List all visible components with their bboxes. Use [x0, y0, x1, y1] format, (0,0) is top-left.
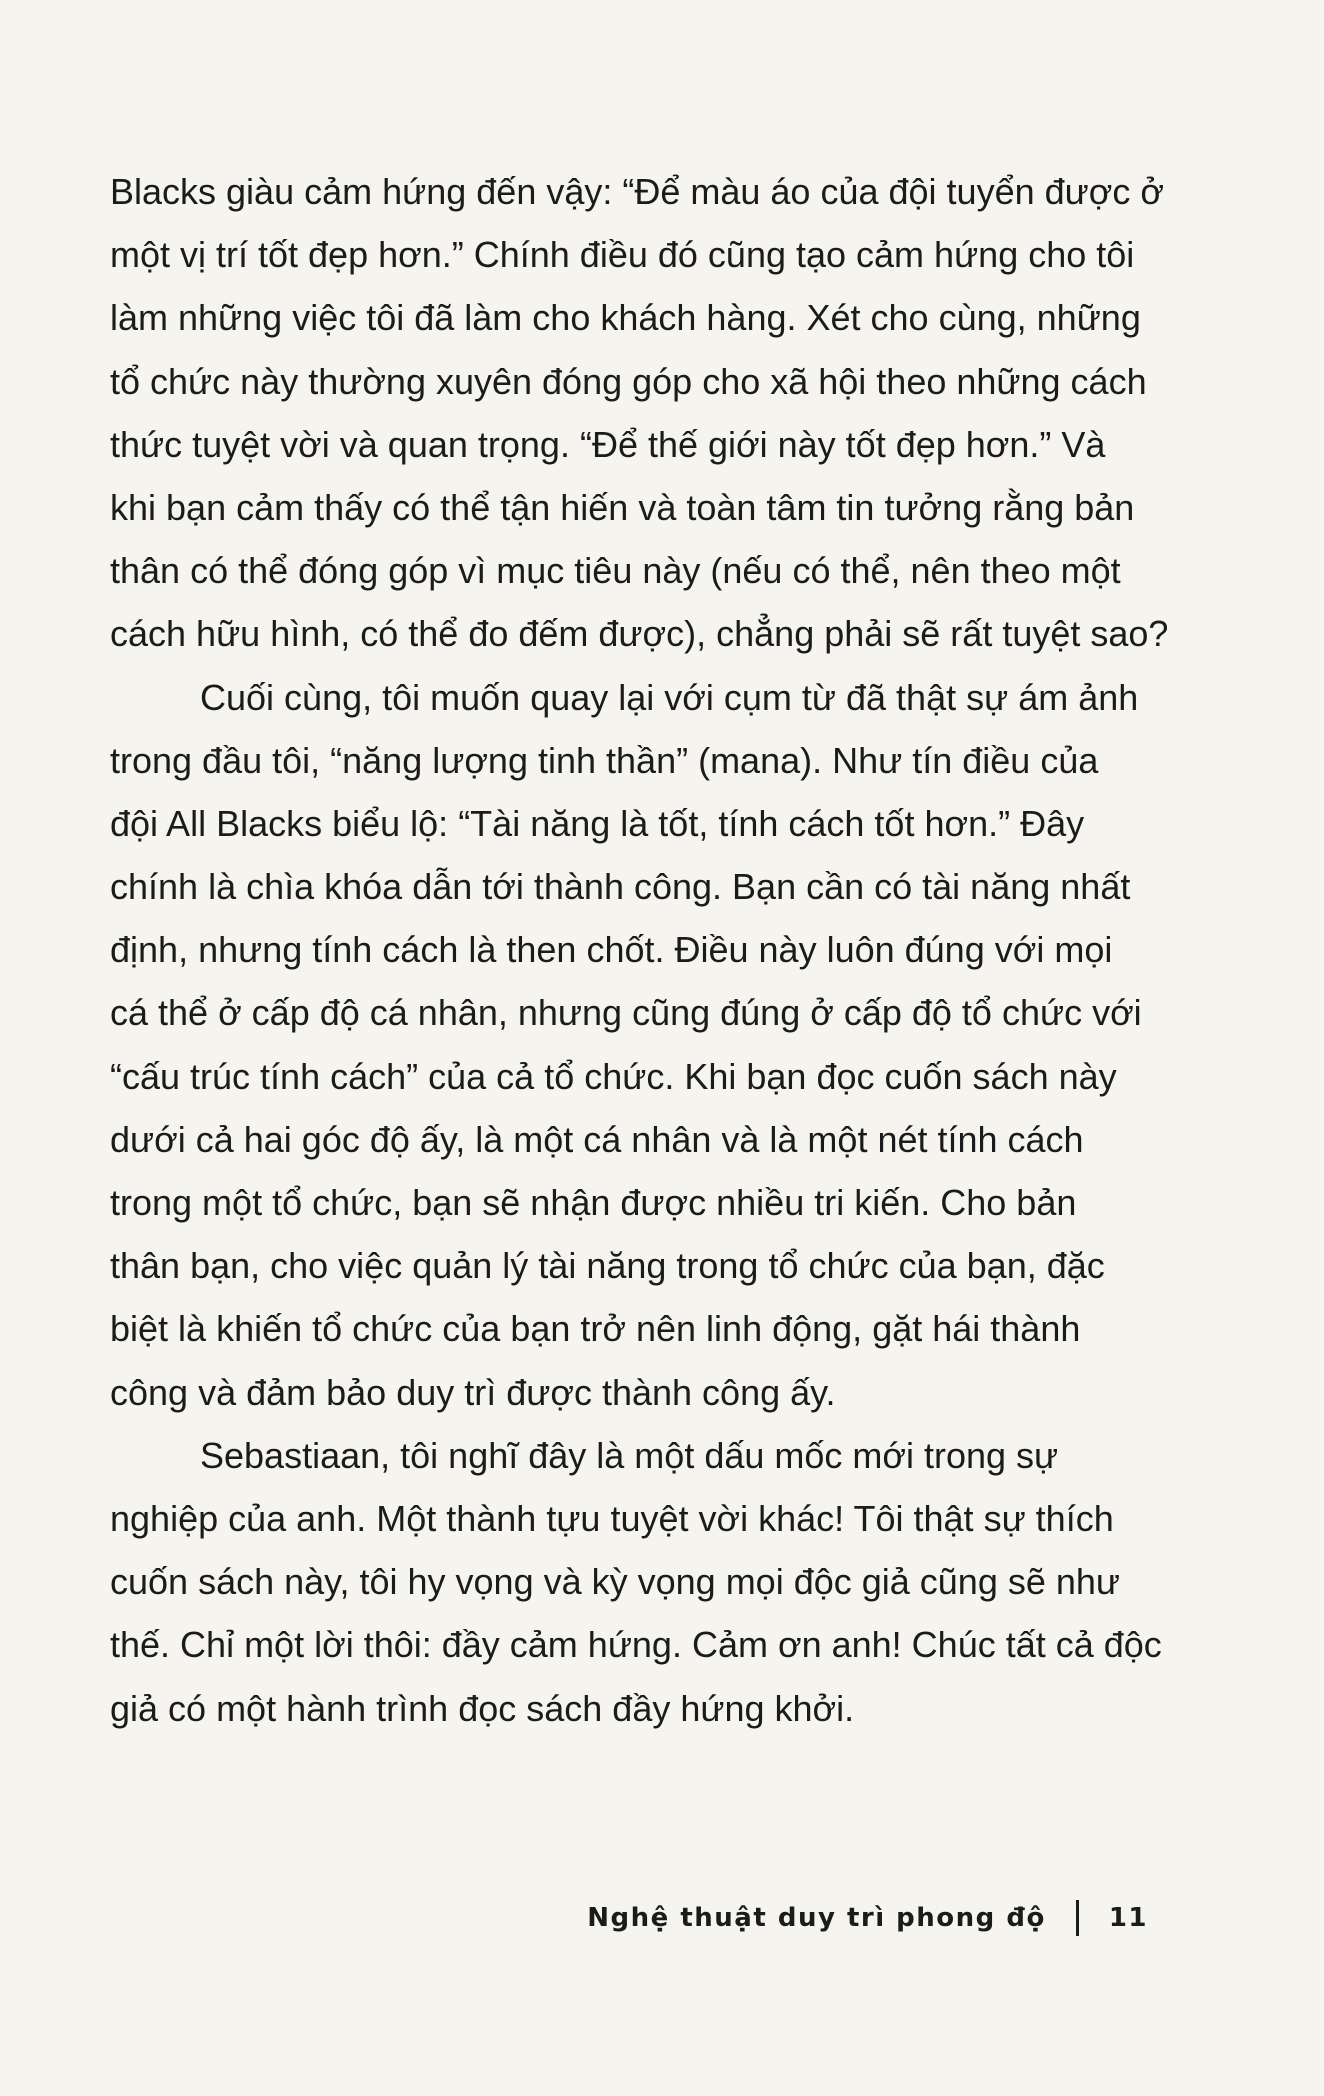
text-line: thân có thể đóng góp vì mục tiêu này (nếu có thể, nên theo một: [110, 550, 1121, 592]
text-line: đội All Blacks biểu lộ: “Tài năng là tốt, tính cách tốt hơn.” Đây: [110, 802, 1085, 844]
running-title: Nghệ thuật duy trì phong độ: [587, 1903, 1046, 1933]
text-line: nghiệp của anh. Một thành tựu tuyệt vời khác! Tôi thật sự thích: [110, 1497, 1114, 1539]
text-line: thân bạn, cho việc quản lý tài năng trong tổ chức của bạn, đặc: [110, 1245, 1105, 1287]
page-number: 11: [1108, 1903, 1148, 1933]
text-line: làm những việc tôi đã làm cho khách hàng. Xét cho cùng, những: [110, 297, 1141, 339]
paragraph-2: [110, 666, 1150, 1424]
text-line: cách hữu hình, có thể đo đếm được), chẳng phải sẽ rất tuyệt sao?: [110, 613, 1169, 655]
text-line: tổ chức này thường xuyên đóng góp cho xã hội theo những cách: [110, 360, 1147, 402]
paragraph-1: [110, 160, 1169, 666]
text-line: Sebastiaan, tôi nghĩ đây là một dấu mốc mới trong sự: [200, 1434, 1059, 1476]
text-line: định, nhưng tính cách là then chốt. Điều này luôn đúng với mọi: [110, 929, 1113, 971]
text-line: Blacks giàu cảm hứng đến vậy: “Để màu áo của đội tuyển được ở: [110, 171, 1164, 212]
text-line: thức tuyệt vời và quan trọng. “Để thế giới này tốt đẹp hơn.” Và: [110, 423, 1106, 465]
page-footer: [587, 1900, 1148, 1936]
text-line: khi bạn cảm thấy có thể tận hiến và toàn tâm tin tưởng rằng bản: [110, 486, 1135, 528]
text-line: một vị trí tốt đẹp hơn.” Chính điều đó cũng tạo cảm hứng cho tôi: [110, 234, 1135, 276]
text-line: công và đảm bảo duy trì được thành công ấy.: [110, 1371, 836, 1413]
body-text: [110, 160, 1169, 1740]
text-line: chính là chìa khóa dẫn tới thành công. Bạn cần có tài năng nhất: [110, 866, 1131, 908]
text-line: giả có một hành trình đọc sách đầy hứng khởi.: [110, 1687, 855, 1729]
text-line: cá thể ở cấp độ cá nhân, nhưng cũng đúng ở cấp độ tổ chức với: [110, 992, 1142, 1034]
text-line: thế. Chỉ một lời thôi: đầy cảm hứng. Cảm ơn anh! Chúc tất cả độc: [110, 1624, 1162, 1666]
text-line: “cấu trúc tính cách” của cả tổ chức. Khi bạn đọc cuốn sách này: [110, 1055, 1117, 1097]
text-line: dưới cả hai góc độ ấy, là một cá nhân và là một nét tính cách: [110, 1118, 1084, 1160]
text-line: biệt là khiến tổ chức của bạn trở nên linh động, gặt hái thành: [110, 1308, 1081, 1350]
paragraph-3: [110, 1424, 1162, 1740]
footer-divider: [1076, 1900, 1079, 1936]
text-line: trong một tổ chức, bạn sẽ nhận được nhiều tri kiến. Cho bản: [110, 1182, 1077, 1223]
text-line: cuốn sách này, tôi hy vọng và kỳ vọng mọi độc giả cũng sẽ như: [110, 1561, 1121, 1603]
text-line: trong đầu tôi, “năng lượng tinh thần” (mana). Như tín điều của: [110, 739, 1099, 781]
text-line: Cuối cùng, tôi muốn quay lại với cụm từ đã thật sự ám ảnh: [200, 676, 1139, 718]
